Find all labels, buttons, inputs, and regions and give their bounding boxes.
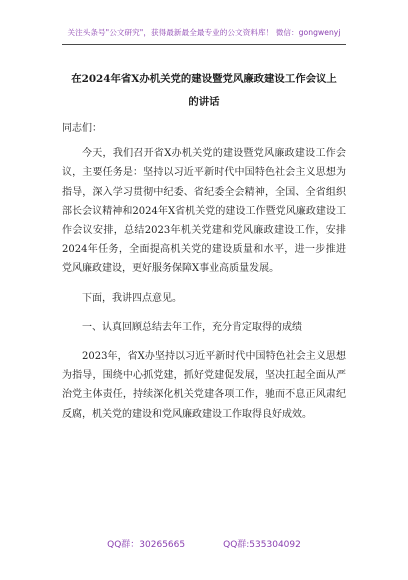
title-line-2: 的讲话 [188, 96, 220, 108]
paragraph-intro: 今天，我们召开省X办机关党的建设暨党风廉政建设工作会议，主要任务是：坚持以习近平新时代中国特色社会主义思想为指导，深入学习贯彻中纪委、省纪委全会精神，全国、全省组织部长会议精神和2024年X省机关党的建设工作暨党风廉政建设工作会议安排，总结2023年机关党建和党风廉政建设工作，安排2024年任务，全面提高机关党的建设质量和水平，进一步推进党风廉政建设，更好服务保障X事业高质量发展。 [62, 148, 346, 275]
footer-qq-group-2: QQ群:535304092 [223, 540, 301, 550]
section-heading-1: 一、认真回顾总结去年工作，充分肯定取得的成绩 [82, 321, 302, 333]
header-promo-note: 关注头条号"公文研究"，获得最新最全最专业的公文资料库！ 微信：gongwenyj [67, 28, 341, 37]
footer-qq-group-1: QQ群：30265665 [107, 540, 186, 550]
paragraph-2023-summary: 2023年，省X办坚持以习近平新时代中国特色社会主义思想为指导，围绕中心抓党建，抓好党建促发展，坚决扛起全面从严治党主体责任，持续深化机关党建各项工作，驰而不息正风肃纪反腐，机关党的建设和党风廉政建设工作取得良好成效。 [62, 351, 346, 420]
document-title [58, 68, 350, 114]
salutation: 同志们： [62, 123, 102, 134]
title-line-1: 在2024年省X办机关党的建设暨党风廉政建设工作会议上 [71, 73, 337, 85]
document-body [62, 119, 346, 424]
paragraph-transition: 下面，我讲四点意见。 [82, 292, 182, 304]
footer-contact [0, 537, 408, 550]
header-divider [62, 44, 346, 45]
